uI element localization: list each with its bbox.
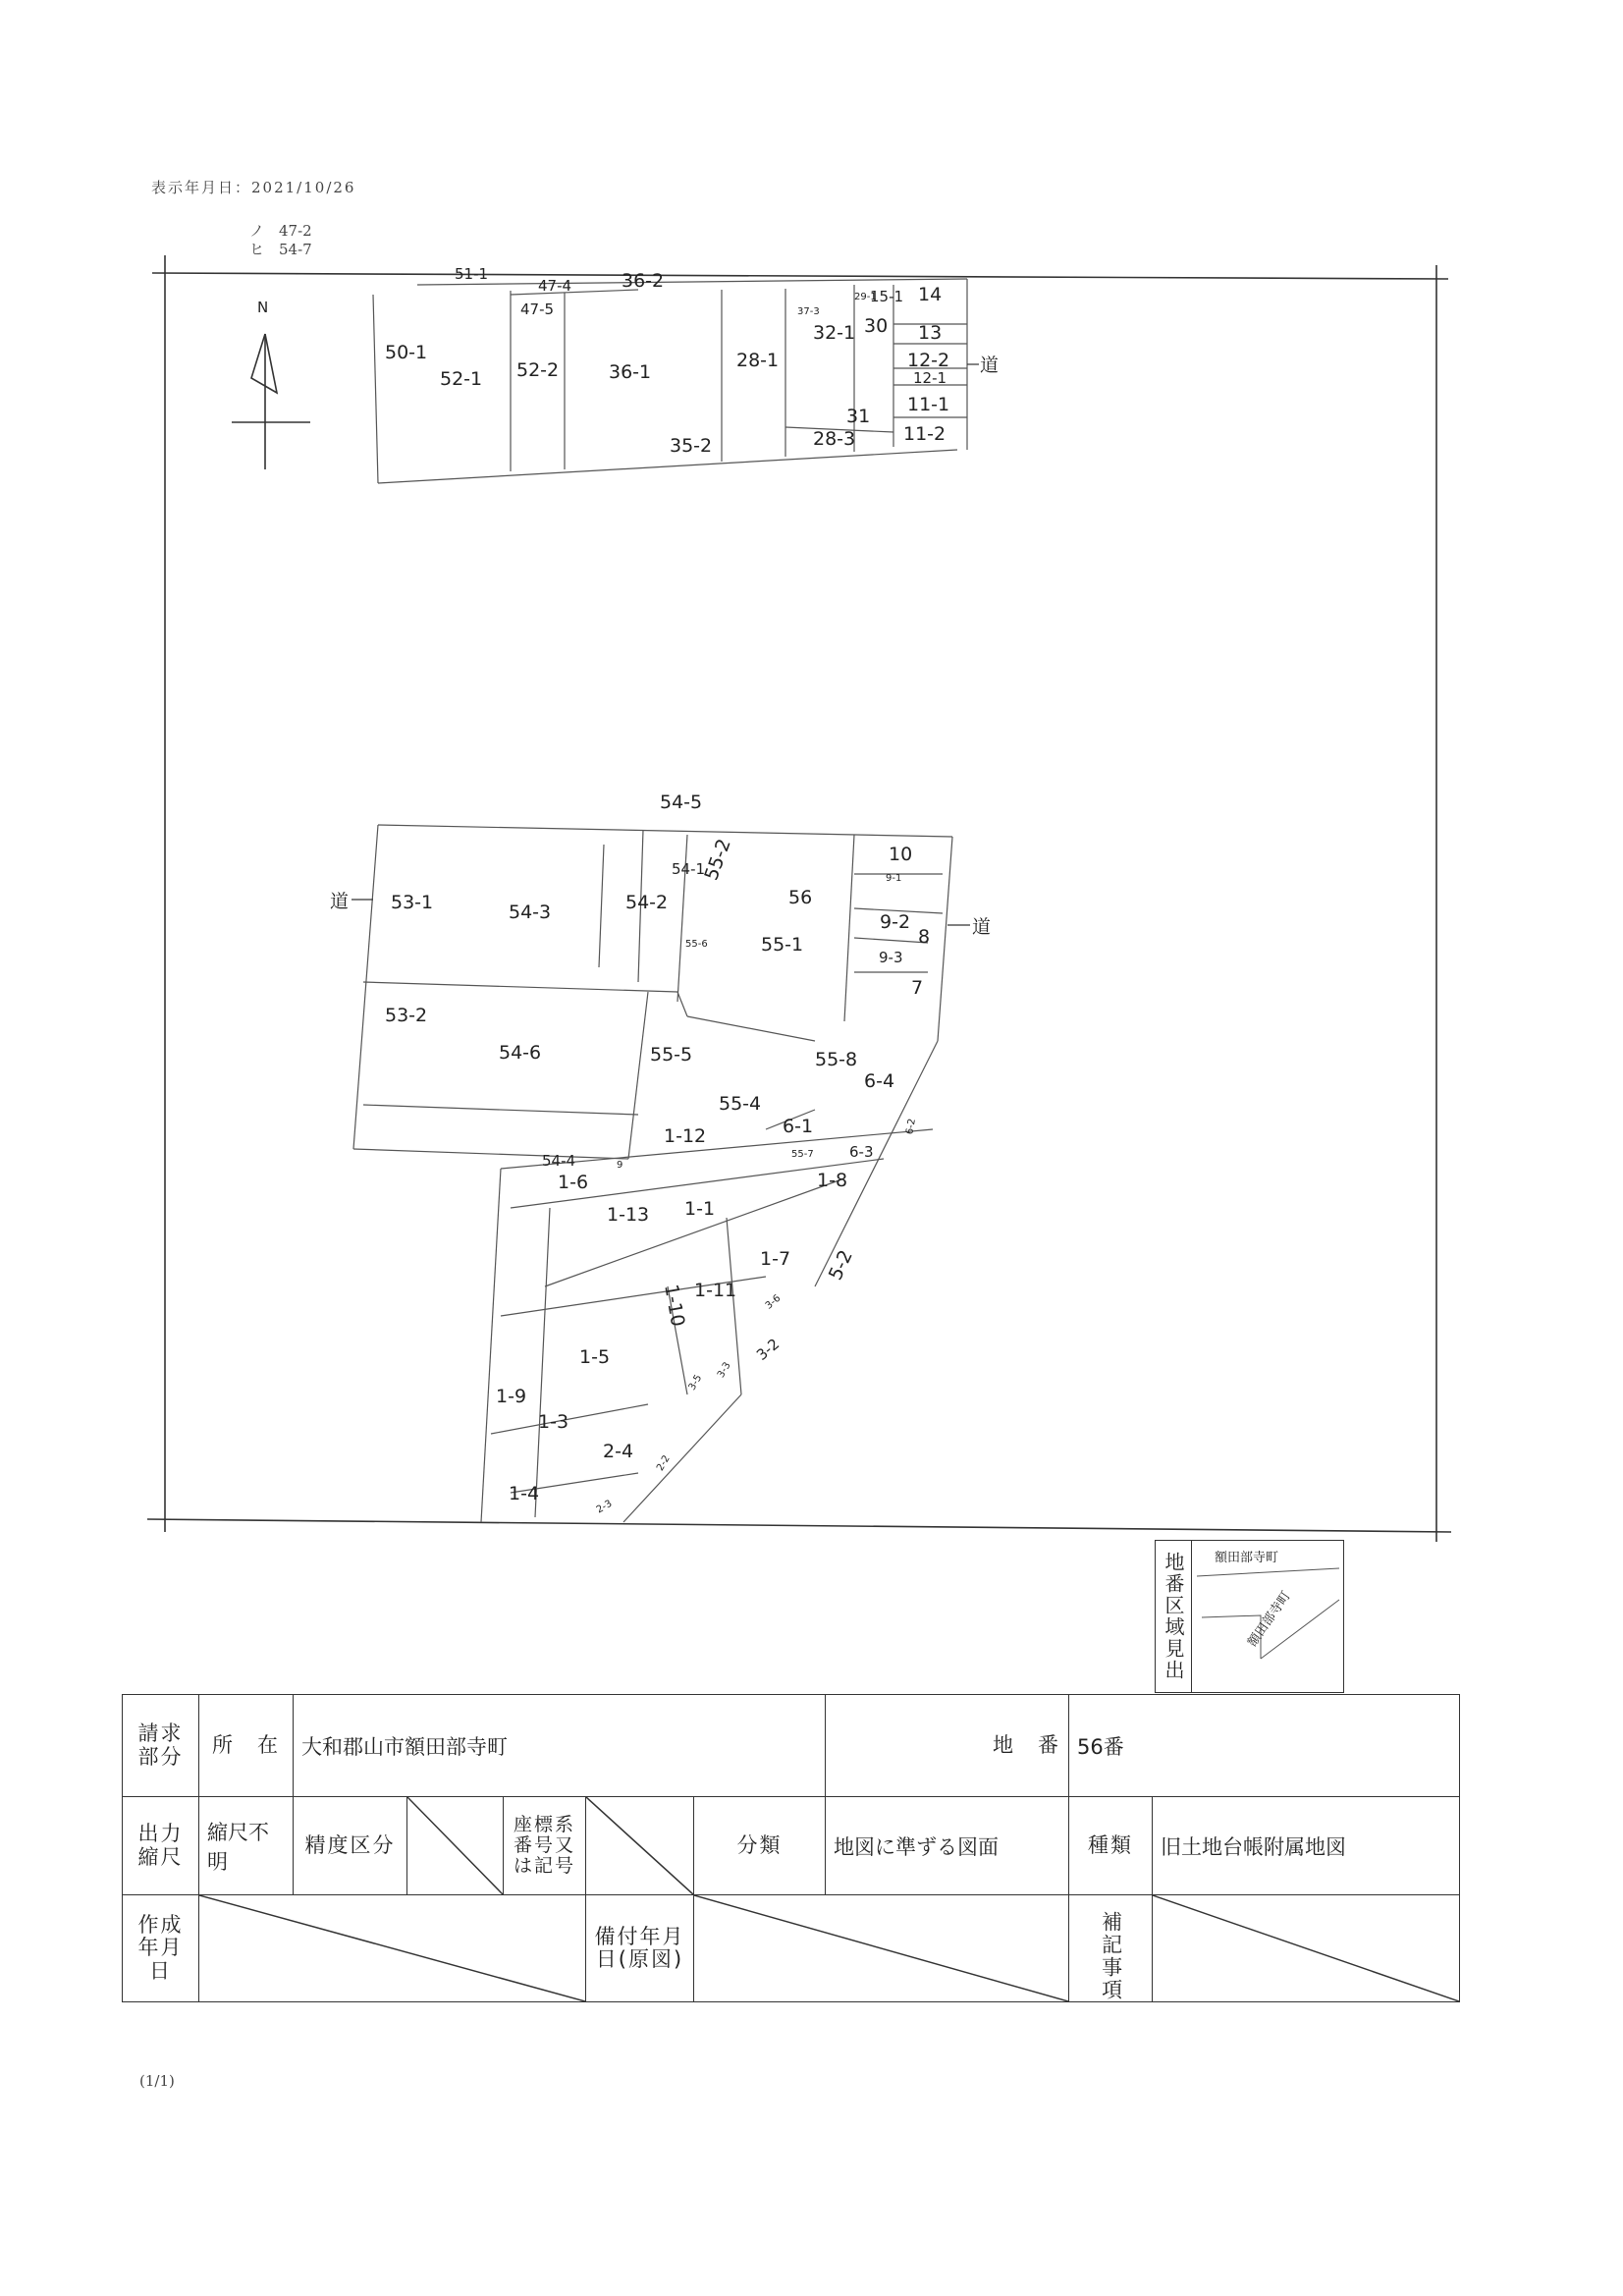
parcel-label: 30 xyxy=(864,315,889,337)
parcel-label: 36-1 xyxy=(609,361,652,383)
location-value: 大和郡山市額田部寺町 xyxy=(294,1695,826,1797)
parcel-label: 6-2 xyxy=(904,1118,918,1136)
parcel-label: 1-8 xyxy=(817,1170,848,1191)
scale-label: 出力縮尺 xyxy=(123,1797,199,1895)
print-date: 表示年月日：2021/10/26 xyxy=(151,179,356,196)
parcel-label: 6-4 xyxy=(864,1070,895,1092)
scale-value: 縮尺不明 xyxy=(199,1797,294,1895)
request-label: 請求部分 xyxy=(123,1695,199,1797)
parcel-label: 36-2 xyxy=(622,270,665,292)
accuracy-label: 精度区分 xyxy=(294,1797,407,1895)
parcel-label: 55-8 xyxy=(815,1049,858,1070)
parcel-label: 9 xyxy=(617,1160,623,1171)
parcel-label: 31 xyxy=(846,406,871,427)
parcel-label: 47-5 xyxy=(520,301,555,318)
parcel-label: 1-12 xyxy=(664,1125,707,1147)
frame-bottom xyxy=(147,1519,1451,1532)
class-label: 分類 xyxy=(694,1797,826,1895)
north-label: N xyxy=(257,299,269,316)
coord-empty xyxy=(586,1797,694,1895)
parcel-label: 52-1 xyxy=(440,368,483,390)
parcel-label: 54-2 xyxy=(625,892,669,913)
parcel-label: 51-1 xyxy=(455,265,489,283)
parcel-label: 2-2 xyxy=(655,1453,673,1473)
parcel-label: 56 xyxy=(788,887,813,908)
location-label: 所 在 xyxy=(199,1695,294,1797)
parcel-label: 54-6 xyxy=(499,1042,542,1064)
accuracy-empty xyxy=(407,1797,504,1895)
parcel-label: 1-10 xyxy=(660,1283,689,1329)
parcel-label: 6-3 xyxy=(849,1143,874,1161)
parcel-label: 12-2 xyxy=(907,350,950,371)
road-label-upper: 道 xyxy=(980,355,1000,376)
road-label-left: 道 xyxy=(330,891,350,912)
parcel-label: 10 xyxy=(889,844,913,865)
parcel-label: 3-3 xyxy=(715,1360,733,1381)
road-label-right: 道 xyxy=(972,916,992,938)
parcel-label: 7 xyxy=(911,977,924,999)
parcel-label: 55-5 xyxy=(650,1044,693,1066)
parcel-label: 1-3 xyxy=(538,1411,569,1433)
parcel-label: 35-2 xyxy=(670,435,713,457)
type-value: 旧土地台帳附属地図 xyxy=(1153,1797,1460,1895)
parcel-label: 1-5 xyxy=(579,1346,611,1368)
north-arrow-head xyxy=(251,334,277,393)
annotation-line-2: ヒ 54-7 xyxy=(249,241,312,258)
parcel-label: 3-5 xyxy=(686,1373,705,1393)
annotation-line-1: ノ 47-2 xyxy=(249,222,312,240)
legend-area-diag: 額田部寺町 xyxy=(1245,1589,1294,1650)
remarks-empty xyxy=(1153,1895,1460,2002)
parcel-label: 54-5 xyxy=(660,792,703,813)
area-index-legend xyxy=(1155,1540,1344,1693)
parcel-label: 6-1 xyxy=(783,1116,814,1137)
parcel-label: 55-2 xyxy=(700,836,735,884)
parcel-label: 3-2 xyxy=(752,1335,784,1364)
parcel-label: 47-4 xyxy=(538,277,572,295)
frame-top xyxy=(152,273,1448,279)
parcel-label: 54-4 xyxy=(542,1152,576,1170)
parcel-label: 29-1 xyxy=(854,292,877,302)
parcel-label: 55-4 xyxy=(719,1093,762,1115)
parcel-label: 55-7 xyxy=(791,1149,814,1160)
parcel-label: 1-9 xyxy=(496,1386,527,1407)
coord-label: 座標系番号又は記号 xyxy=(504,1797,586,1895)
parcel-label: 53-1 xyxy=(391,892,434,913)
parcel-label: 15-1 xyxy=(870,288,904,305)
parcel-label: 1-6 xyxy=(558,1172,589,1193)
parcel-label: 37-3 xyxy=(797,306,820,317)
info-table xyxy=(122,1694,1460,2002)
attached-empty xyxy=(694,1895,1069,2002)
legend-title: 地番区域見出 xyxy=(1156,1541,1192,1692)
upper-parcel-labels xyxy=(385,265,949,457)
parcel-label: 14 xyxy=(918,284,943,305)
parcel-label: 13 xyxy=(918,322,943,344)
parcel-label: 2-4 xyxy=(603,1441,634,1462)
legend-area-top: 額田部寺町 xyxy=(1215,1551,1279,1565)
created-label: 作成年月日 xyxy=(123,1895,199,2002)
parcel-label: 5-2 xyxy=(824,1246,857,1285)
type-label: 種類 xyxy=(1069,1797,1153,1895)
parcel-label: 11-1 xyxy=(907,394,950,415)
parcel-label: 1-7 xyxy=(760,1248,791,1270)
parcel-label: 55-6 xyxy=(685,939,708,950)
parcel-label: 2-3 xyxy=(594,1498,615,1516)
parcel-label: 32-1 xyxy=(813,322,856,344)
parcel-label: 54-1 xyxy=(672,860,706,878)
lot-label: 地 番 xyxy=(826,1695,1069,1797)
lot-value: 56番 xyxy=(1069,1695,1460,1797)
parcel-label: 11-2 xyxy=(903,423,947,445)
parcel-label: 50-1 xyxy=(385,342,428,363)
parcel-label: 54-3 xyxy=(509,902,552,923)
parcel-label: 28-3 xyxy=(813,428,856,450)
page-number: (1/1) xyxy=(139,2072,175,2090)
parcel-label: 3-6 xyxy=(763,1292,784,1312)
parcel-label: 52-2 xyxy=(516,359,560,381)
parcel-label: 9-3 xyxy=(879,949,903,966)
parcel-label: 1-11 xyxy=(694,1280,737,1301)
class-value: 地図に準ずる図面 xyxy=(826,1797,1069,1895)
parcel-label: 1-1 xyxy=(684,1198,716,1220)
road-arrows xyxy=(352,364,979,925)
parcel-label: 28-1 xyxy=(736,350,780,371)
parcel-label: 12-1 xyxy=(913,369,947,387)
parcel-label: 53-2 xyxy=(385,1005,428,1026)
parcel-label: 1-4 xyxy=(509,1483,540,1504)
attached-label: 備付年月日(原図) xyxy=(586,1895,694,2002)
parcel-label: 9-2 xyxy=(880,911,911,933)
lower-parcel-lines xyxy=(353,825,952,1522)
parcel-label: 8 xyxy=(918,926,931,948)
created-empty xyxy=(199,1895,586,2002)
parcel-label: 1-13 xyxy=(607,1204,650,1226)
remarks-label: 補記事項 xyxy=(1069,1895,1153,2002)
parcel-label: 9-1 xyxy=(886,873,902,884)
parcel-label: 55-1 xyxy=(761,934,804,956)
